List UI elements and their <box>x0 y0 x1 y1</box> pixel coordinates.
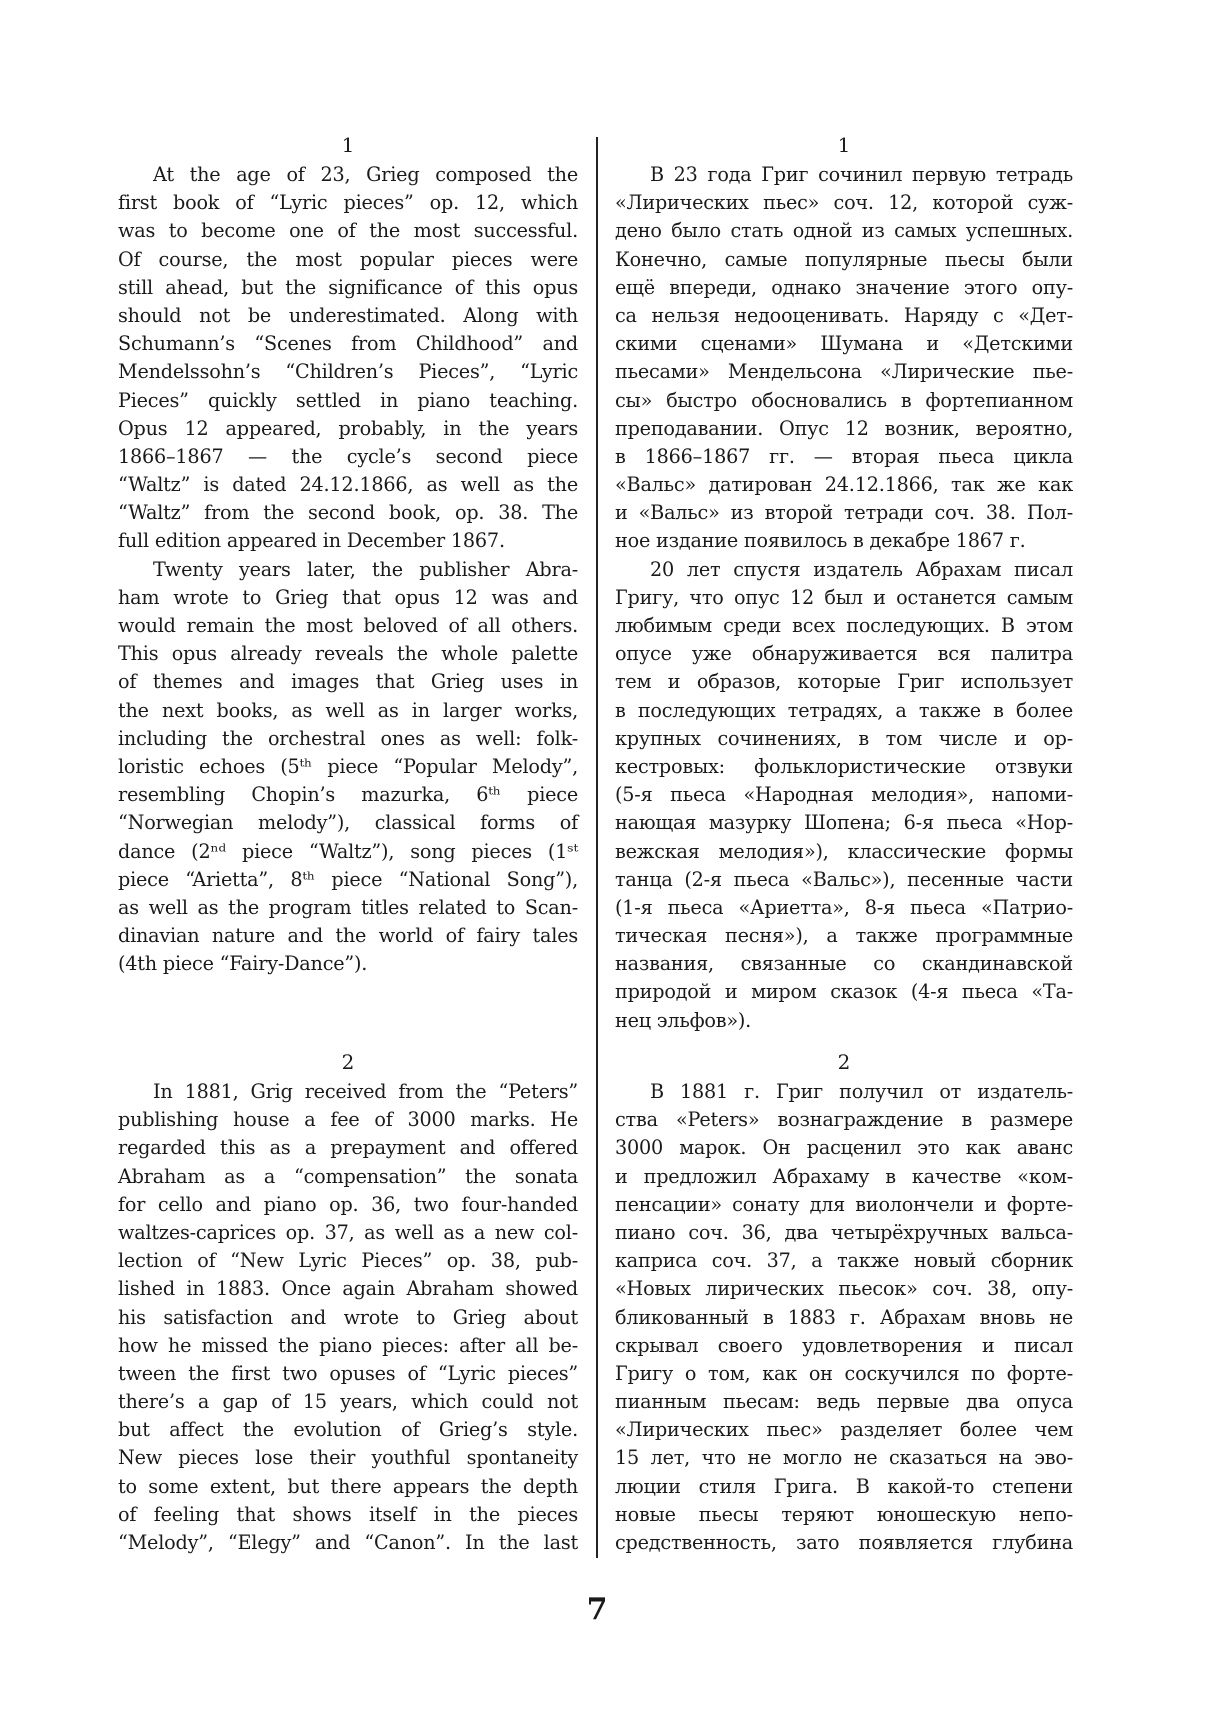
text-line: люции стиля Грига. В какой-то степени <box>615 1474 1073 1498</box>
text-line: 15 лет, что не могло не сказаться на эво- <box>615 1446 1073 1470</box>
text-line: piece “Arietta”, 8ᵗʰ piece “National Song”), <box>118 867 578 891</box>
text-line: loristic echoes (5ᵗʰ piece “Popular Melody”, <box>118 754 578 778</box>
text-line: lished in 1883. Once again Abraham showed <box>118 1277 578 1301</box>
text-line: В 1881 г. Григ получил от издатель- <box>650 1080 1073 1103</box>
text-line: Schumann’s “Scenes from Childhood” and <box>118 332 578 356</box>
text-line: природой и миром сказок (4-я пьеса «Та- <box>615 980 1073 1004</box>
text-line: Pieces” quickly settled in piano teaching. <box>118 388 578 412</box>
text-line: ham wrote to Grieg that opus 12 was and <box>118 585 578 609</box>
text-line: as well as the program titles related to Scan- <box>118 895 578 919</box>
paragraph <box>118 556 578 979</box>
text-line: Григу, что опус 12 был и останется самым <box>615 585 1073 609</box>
text-line: including the orchestral ones as well: folk- <box>118 726 578 750</box>
text-line: тем и образов, которые Григ использует <box>615 670 1073 694</box>
text-line: “Norwegian melody”), classical forms of <box>118 811 578 835</box>
text-line: still ahead, but the significance of this opus <box>118 275 578 299</box>
text-line: в последующих тетрадях, а также в более <box>615 698 1073 722</box>
text-line: waltzes-caprices op. 37, as well as a new col- <box>118 1220 578 1244</box>
text-line: (4th piece “Fairy-Dance”). <box>118 952 368 976</box>
text-line: Mendelssohn’s “Children’s Pieces”, “Lyric <box>118 360 578 384</box>
text-line: крупных сочинениях, в том числе и ор- <box>615 726 1073 750</box>
text-line: и предложил Абрахаму в качестве «ком- <box>615 1164 1073 1188</box>
text-line: publishing house a fee of 3000 marks. He <box>118 1108 578 1132</box>
text-line: «Лирических пьес» соч. 12, которой суж- <box>615 191 1073 215</box>
text-line: пианным пьесам: ведь первые два опуса <box>615 1390 1073 1414</box>
text-line: ещё впереди, однако значение этого опу- <box>615 275 1073 299</box>
text-line: tween the first two opuses of “Lyric pieces” <box>118 1361 578 1385</box>
text-line: средственность, зато появляется глубина <box>615 1531 1073 1554</box>
text-line: ства «Peters» вознаграждение в размере <box>615 1108 1073 1132</box>
text-line: тическая песня»), а также программные <box>615 924 1073 948</box>
column-divider <box>596 137 598 1558</box>
text-line: dinavian nature and the world of fairy tales <box>118 924 578 948</box>
text-line: пьесами» Мендельсона «Лирические пье- <box>615 360 1073 384</box>
text-line: в 1866–1867 гг. — вторая пьеса цикла <box>615 444 1073 468</box>
section-number: 1 <box>837 133 851 157</box>
text-line: “Melody”, “Elegy” and “Canon”. In the last <box>118 1531 578 1554</box>
russian-section-1 <box>615 131 1073 1035</box>
text-line: New pieces lose their youthful spontaneity <box>118 1446 578 1470</box>
text-line: Of course, the most popular pieces were <box>118 247 578 271</box>
text-line: опусе уже обнаруживается вся палитра <box>615 642 1073 666</box>
section-number: 2 <box>341 1050 355 1074</box>
text-line: «Лирических пьес» разделяет более чем <box>615 1418 1073 1442</box>
text-line: и «Вальс» из второй тетради соч. 38. Пол- <box>615 501 1073 525</box>
text-line: Twenty years later, the publisher Abra- <box>153 557 578 581</box>
text-line: каприса соч. 37, а также новый сборник <box>615 1249 1073 1273</box>
text-line: «Вальс» датирован 24.12.1866, так же как <box>615 473 1073 497</box>
text-line: how he missed the piano pieces: after all be- <box>118 1333 578 1357</box>
text-line: новые пьесы теряют юношескую непо- <box>615 1502 1073 1526</box>
text-line: скрывал своего удовлетворения и писал <box>615 1333 1073 1357</box>
text-line: 1866–1867 — the cycle’s second piece <box>118 444 578 468</box>
paragraph <box>118 1078 578 1557</box>
text-line: the next books, as well as in larger works, <box>118 698 578 722</box>
text-line: «Новых лирических пьесок» соч. 38, опу- <box>615 1277 1073 1301</box>
text-line: would remain the most beloved of all others. <box>118 614 578 637</box>
text-line: Abraham as a “compensation” the sonata <box>118 1164 578 1188</box>
text-line: кестровых: фольклористические отзвуки <box>615 754 1073 778</box>
text-line: “Waltz” from the second book, op. 38. The <box>118 501 578 525</box>
text-line: 3000 марок. Он расценил это как аванс <box>615 1136 1073 1160</box>
english-section-1 <box>118 131 578 978</box>
text-line: “Waltz” is dated 24.12.1866, as well as the <box>118 473 578 497</box>
text-line: 20 лет спустя издатель Абрахам писал <box>650 557 1073 581</box>
text-line: любимым среди всех последующих. В этом <box>615 614 1073 637</box>
text-line: (1-я пьеса «Ариетта», 8-я пьеса «Патрио- <box>615 895 1073 919</box>
text-line: of feeling that shows itself in the pieces <box>118 1502 578 1526</box>
text-line: of themes and images that Grieg uses in <box>118 670 578 694</box>
text-line: there’s a gap of 15 years, which could not <box>118 1390 578 1414</box>
text-line: бликованный в 1883 г. Абрахам вновь не <box>615 1305 1073 1329</box>
text-line: танца (2-я пьеса «Вальс»), песенные части <box>615 867 1073 891</box>
russian-section-2 <box>615 1048 1073 1557</box>
text-line: преподавании. Опус 12 возник, вероятно, <box>615 416 1073 440</box>
text-line: скими сценами» Шумана и «Детскими <box>615 332 1073 356</box>
text-line: lection of “New Lyric Pieces” op. 38, pub- <box>118 1249 578 1273</box>
text-line: са нельзя недооценивать. Наряду с «Дет- <box>615 303 1073 327</box>
text-line: (5-я пьеса «Народная мелодия», напоми- <box>615 783 1073 807</box>
text-line: In 1881, Grig received from the “Peters” <box>153 1080 578 1103</box>
paragraph <box>615 161 1073 556</box>
text-line: resembling Chopin’s mazurka, 6ᵗʰ piece <box>118 783 578 807</box>
section-number: 2 <box>837 1050 851 1074</box>
section-number: 1 <box>341 133 355 157</box>
text-line: Конечно, самые популярные пьесы были <box>615 247 1073 271</box>
text-line: нающая мазурку Шопена; 6-я пьеса «Нор- <box>615 811 1073 835</box>
text-line: пиано соч. 36, два четырёхручных вальса- <box>615 1220 1073 1244</box>
text-line: At the age of 23, Grieg composed the <box>153 163 578 186</box>
text-line: ное издание появилось в декабре 1867 г. <box>615 529 1026 553</box>
text-line: Opus 12 appeared, probably, in the years <box>118 416 578 440</box>
text-line: to some extent, but there appears the depth <box>118 1474 578 1498</box>
text-line: Григу о том, как он соскучился по форте- <box>615 1361 1073 1385</box>
text-line: дено было стать одной из самых успешных. <box>615 219 1073 243</box>
text-line: his satisfaction and wrote to Grieg about <box>118 1305 578 1329</box>
text-line: for cello and piano op. 36, two four-handed <box>118 1192 578 1216</box>
text-line: regarded this as a prepayment and offered <box>118 1136 578 1160</box>
text-line: нец эльфов»). <box>615 1008 752 1032</box>
text-line: В 23 года Григ сочинил первую тетрадь <box>650 163 1073 186</box>
page-number: 7 <box>586 1592 608 1627</box>
paragraph <box>615 1078 1073 1557</box>
text-line: пенсации» сонату для виолончели и форте- <box>615 1192 1073 1216</box>
text-line: was to become one of the most successful. <box>118 219 578 243</box>
text-line: This opus already reveals the whole palette <box>118 642 578 666</box>
text-line: вежская мелодия»), классические формы <box>615 839 1073 863</box>
text-line: but affect the evolution of Grieg’s style. <box>118 1418 578 1442</box>
paragraph <box>615 556 1073 1035</box>
text-line: should not be underestimated. Along with <box>118 303 578 327</box>
text-line: сы» быстро обосновались в фортепианном <box>615 388 1073 412</box>
text-line: first book of “Lyric pieces” op. 12, which <box>118 191 578 215</box>
paragraph <box>118 161 578 556</box>
text-line: названия, связанные со скандинавской <box>615 952 1073 976</box>
english-section-2 <box>118 1048 578 1557</box>
text-line: full edition appeared in December 1867. <box>118 529 505 553</box>
text-line: dance (2ⁿᵈ piece “Waltz”), song pieces (1ˢᵗ <box>118 839 578 863</box>
